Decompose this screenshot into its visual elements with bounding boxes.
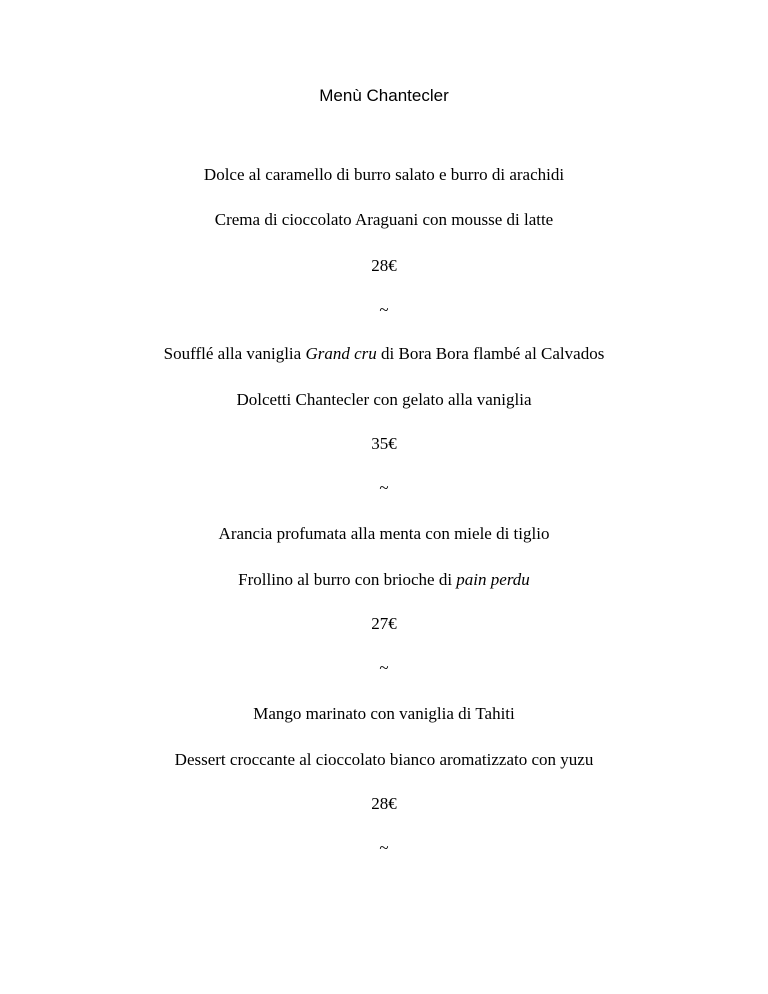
course-3-line-2-pre: Frollino al burro con brioche di — [238, 570, 457, 589]
course-3-line-2-italic: pain perdu — [456, 570, 530, 589]
course-1-line-1: Dolce al caramello di burro salato e burro di arachidi — [203, 165, 565, 184]
course-4-separator: ~ — [379, 838, 389, 857]
course-2-line-1 — [0, 344, 768, 364]
course-4-line-1: Mango marinato con vaniglia di Tahiti — [253, 704, 515, 723]
course-4-line-2: Dessert croccante al cioccolato bianco aromatizzato con yuzu — [174, 750, 594, 769]
course-1-separator: ~ — [379, 300, 389, 319]
course-1-line-2: Crema di cioccolato Araguani con mousse di latte — [214, 210, 554, 229]
course-2-line-1-post: di Bora Bora flambé al Calvados — [376, 344, 605, 363]
course-2-line-1-pre: Soufflé alla vaniglia — [163, 344, 306, 363]
course-3-line-2 — [0, 570, 768, 590]
course-1-price: 28€ — [371, 256, 397, 275]
course-3-separator: ~ — [379, 658, 389, 677]
course-2-separator: ~ — [379, 478, 389, 497]
course-3-price: 27€ — [371, 614, 397, 633]
course-3-line-1: Arancia profumata alla menta con miele di tiglio — [218, 524, 550, 543]
course-2-line-2: Dolcetti Chantecler con gelato alla vaniglia — [236, 390, 532, 409]
course-4-price: 28€ — [371, 794, 397, 813]
course-2-price: 35€ — [371, 434, 397, 453]
course-2-line-1-italic: Grand cru — [305, 344, 377, 363]
menu-title: Menù Chantecler — [319, 86, 449, 105]
